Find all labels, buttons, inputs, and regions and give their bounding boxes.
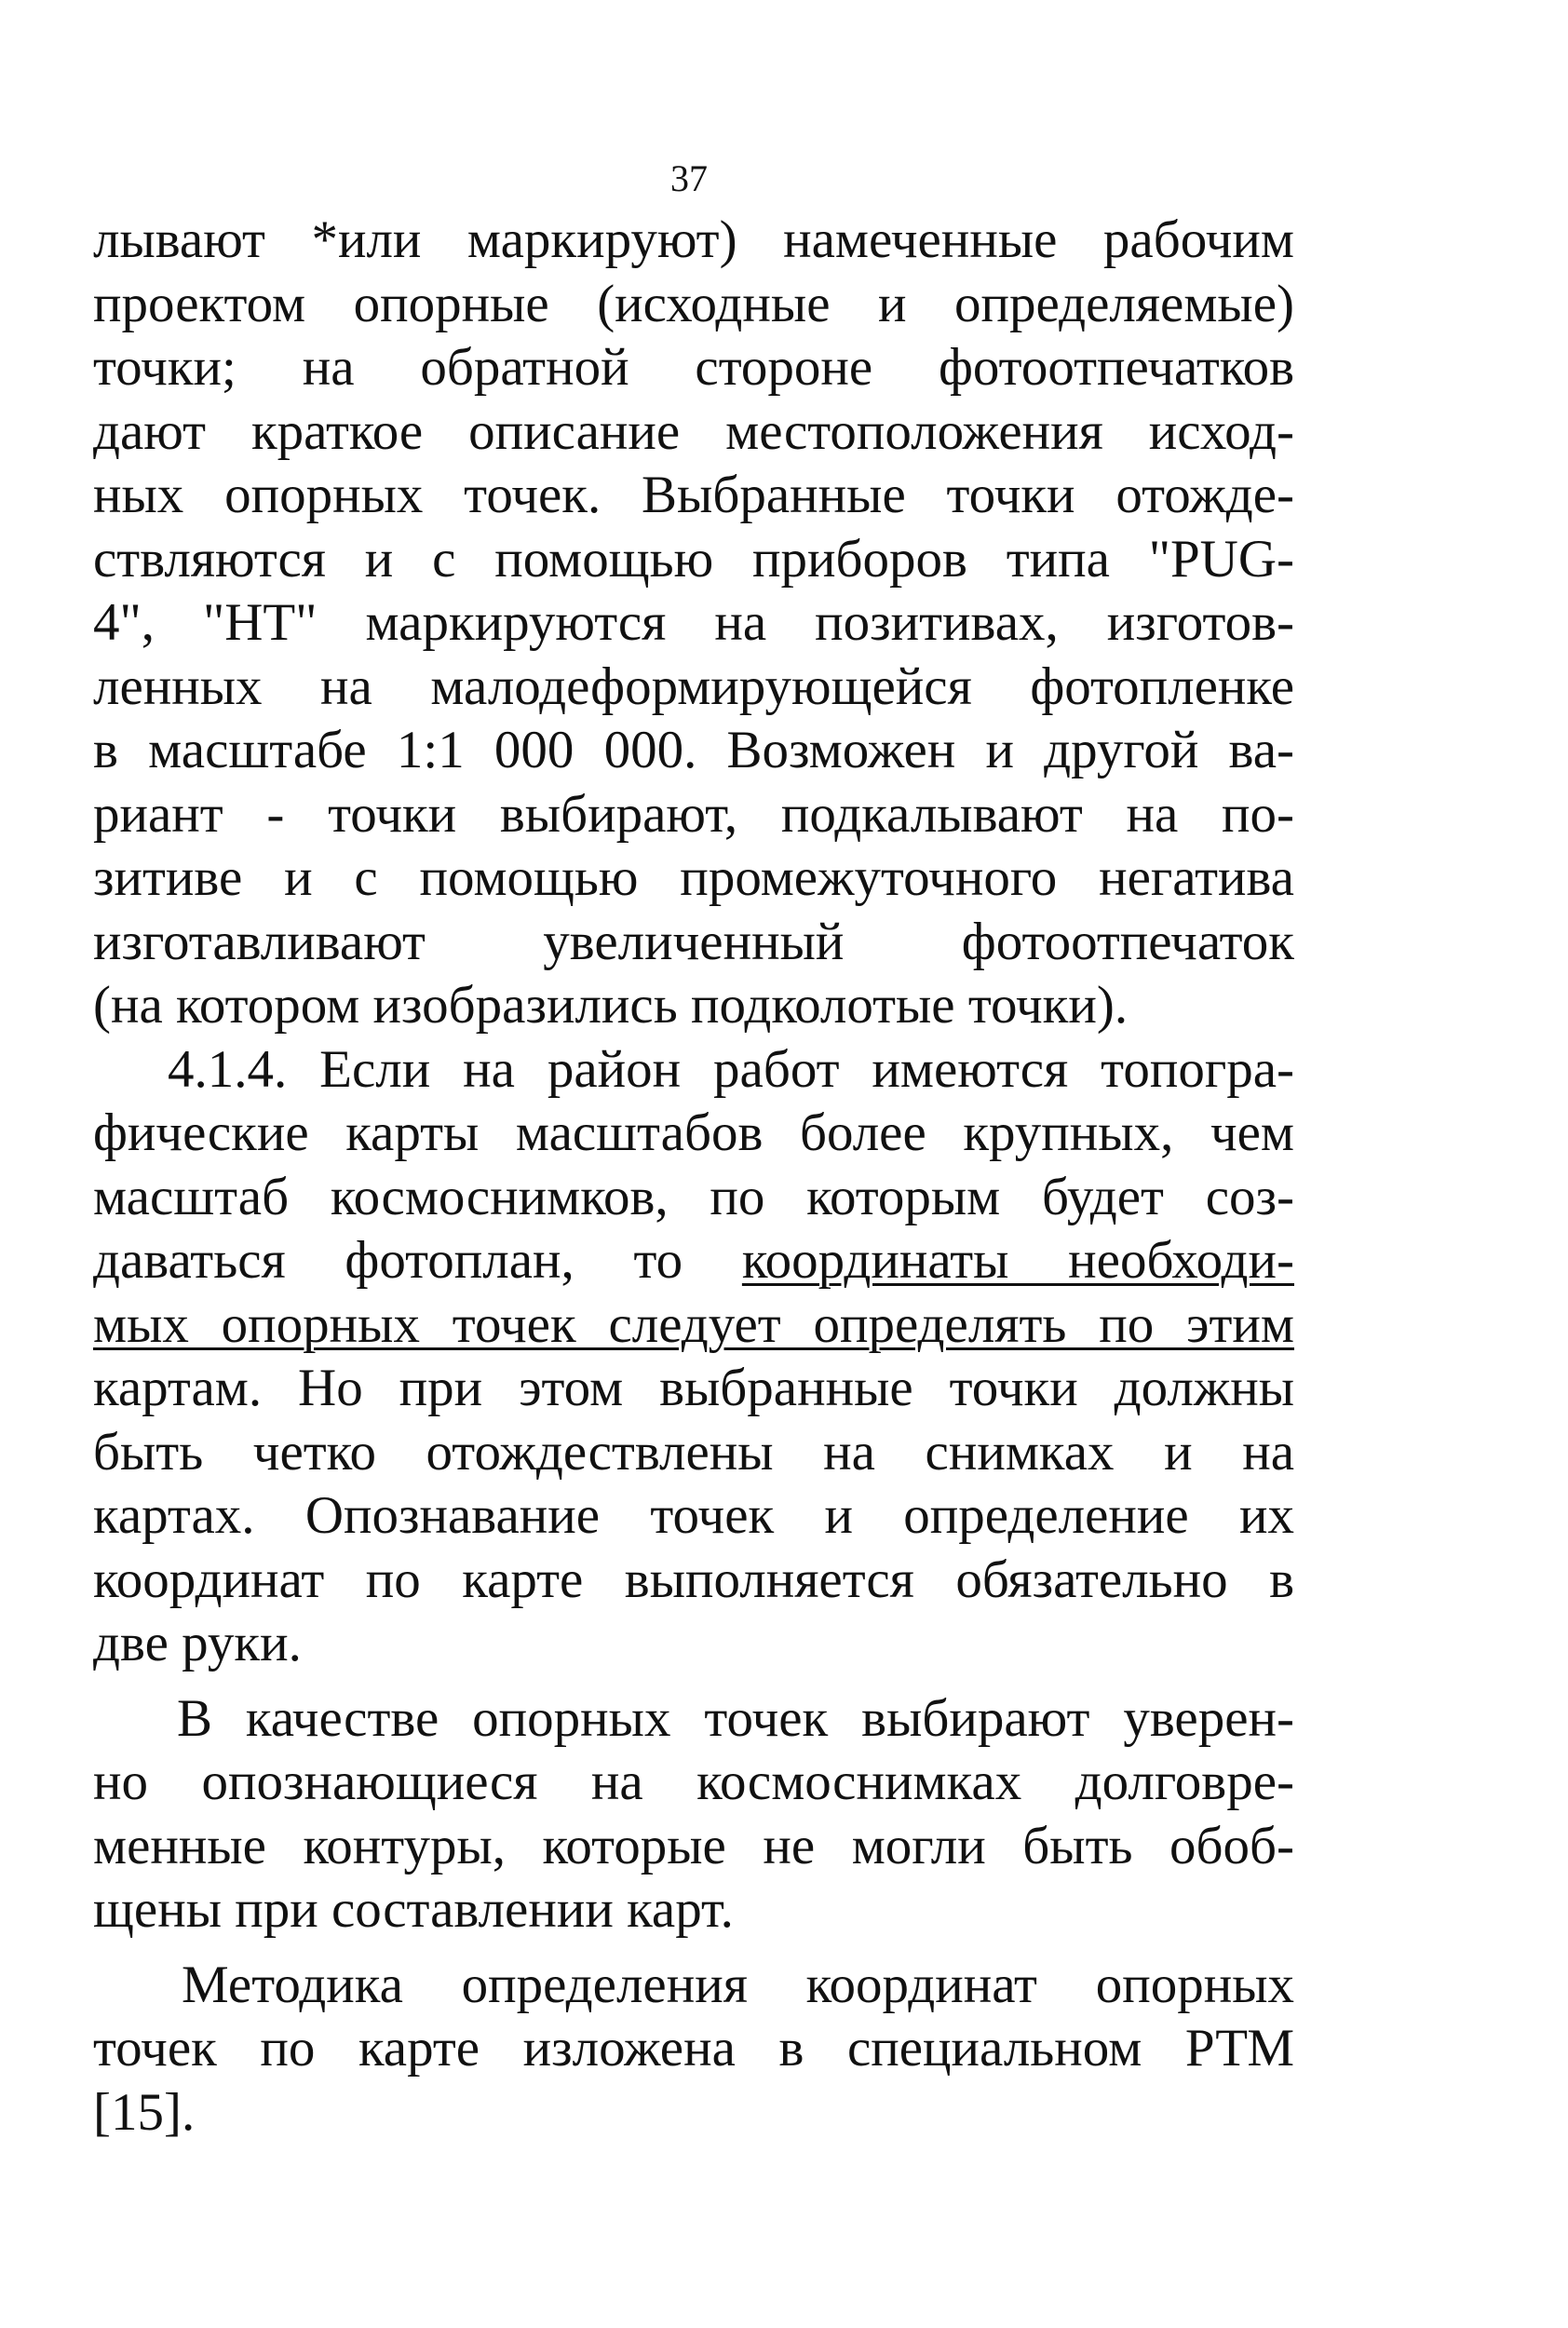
text-segment: даваться фотоплан, то: [93, 1231, 742, 1290]
text-line: дают краткое описание местоположения исход-: [93, 401, 1294, 461]
text-line: масштаб космоснимков, по которым будет соз-: [93, 1167, 1294, 1226]
text-line: быть четко отождествлены на снимках и на: [93, 1422, 1294, 1482]
text-line: [93, 1229, 1294, 1293]
text-line: картах. Опознавание точек и определение их: [93, 1486, 1294, 1545]
text-line: ленных на малодеформирующейся фотопленке: [93, 656, 1294, 716]
text-line: ствляются и с помощью приборов типа "PUG-: [93, 529, 1294, 589]
text-line: риант - точки выбирают, подкалывают на по-: [93, 784, 1294, 844]
text-line: точек по карте изложена в специальном РТМ: [93, 2019, 1294, 2078]
text-line: щены при составлении карт.: [93, 1880, 734, 1939]
text-line: проектом опорные (исходные и определяемые): [93, 274, 1294, 333]
text-line: в масштабе 1:1 000 000. Возможен и другой ва-: [93, 721, 1294, 779]
text-line: две руки.: [93, 1614, 302, 1672]
text-line: [93, 1293, 1294, 1358]
text-line: картам. Но при этом выбранные точки должны: [93, 1359, 1294, 1417]
text-line: фические карты масштабов более крупных, чем: [93, 1103, 1294, 1162]
page-number: 37: [670, 157, 708, 199]
text-line: изготавливают увеличенный фотоотпечаток: [93, 912, 1294, 971]
text-line: (на котором изобразились подколотые точки).: [93, 976, 1129, 1035]
text-line: менные контуры, которые не могли быть обоб-: [93, 1816, 1294, 1875]
underlined-text: координаты необходи-: [741, 1231, 1294, 1290]
paragraph-gap: [93, 1676, 1294, 1687]
section-heading-line: 4.1.4. Если на район работ имеются топогра-: [168, 1039, 1294, 1099]
text-line: но опознающиеся на космоснимках долговре-: [93, 1753, 1294, 1811]
text-line: зитиве и с помощью промежуточного негатива: [93, 848, 1294, 907]
underlined-text: мых опорных точек следует определять по этим: [93, 1294, 1294, 1354]
text-line: ных опорных точек. Выбранные точки отожде-: [93, 466, 1294, 524]
text-line: [15].: [93, 2082, 196, 2142]
text-line: координат по карте выполняется обязательно в: [93, 1550, 1294, 1609]
paragraph-gap: [93, 1942, 1294, 1954]
text-line: В качестве опорных точек выбирают уверен-: [177, 1688, 1294, 1748]
text-line: 4", "HT" маркируются на позитивах, изготов-: [93, 593, 1294, 652]
text-line: Методика определения координат опорных: [182, 1955, 1294, 2014]
body-text: [93, 209, 1294, 2145]
text-line: точки; на обратной стороне фотоотпечатков: [93, 338, 1294, 397]
text-line: лывают *или маркируют) намеченные рабочим: [93, 210, 1294, 269]
